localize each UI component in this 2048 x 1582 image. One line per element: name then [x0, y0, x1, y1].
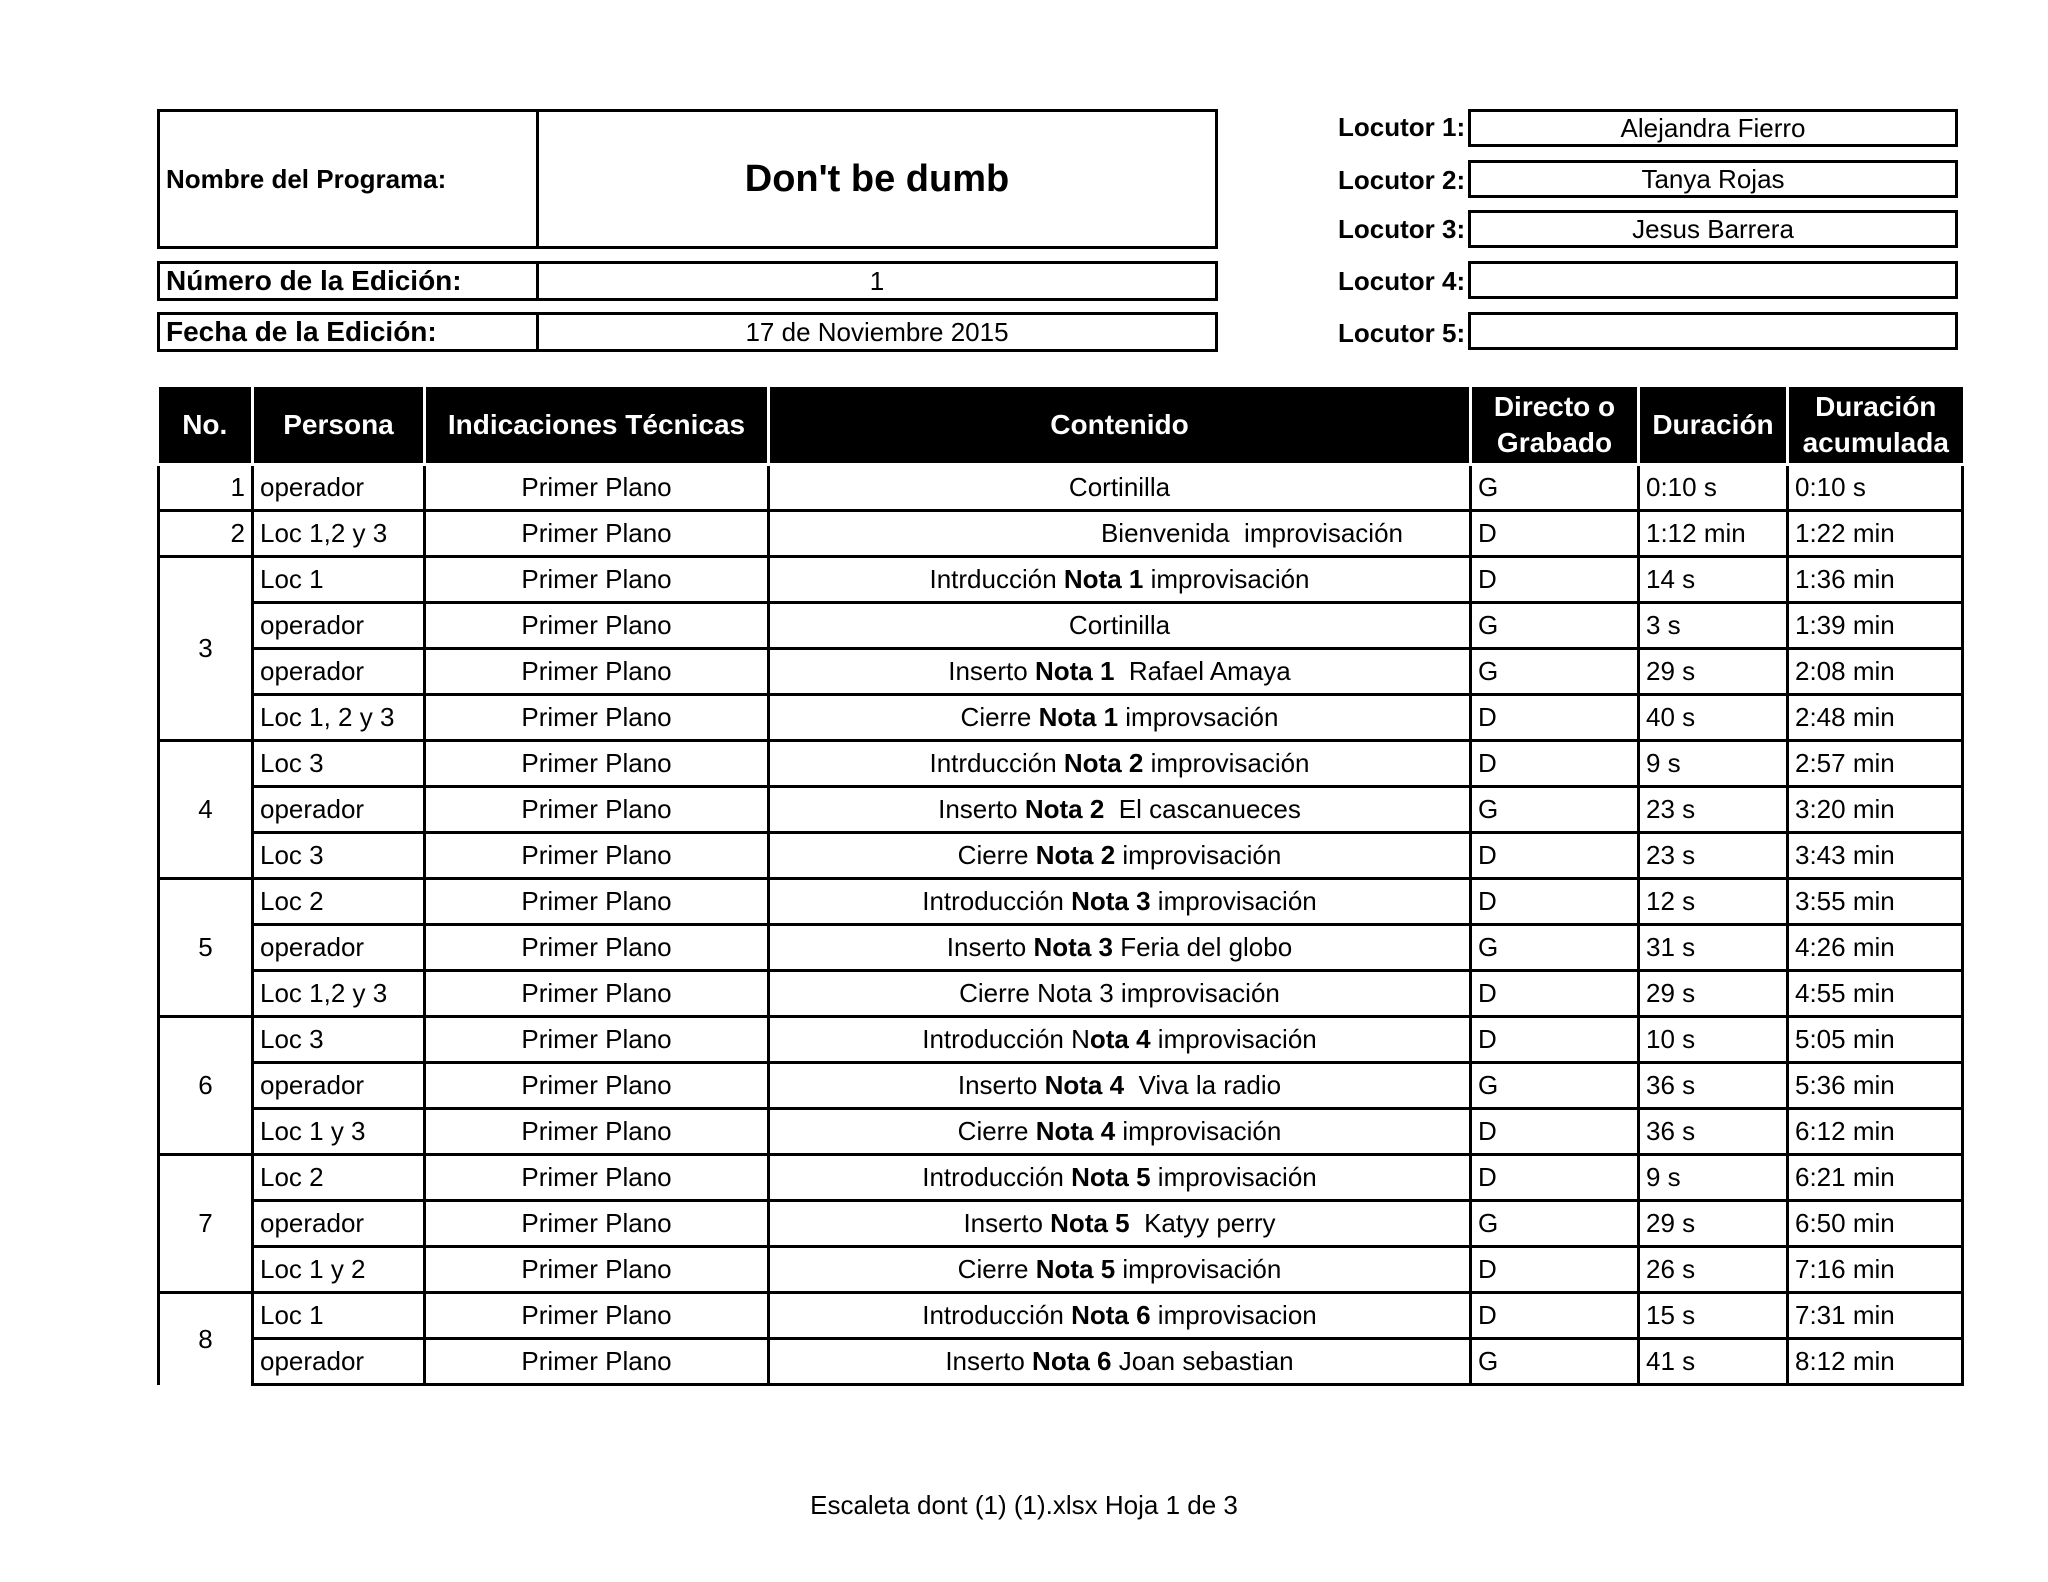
row-directo-grabado: G	[1471, 1201, 1639, 1247]
contenido-text: Inserto	[945, 1346, 1033, 1376]
contenido-text: Cortinilla	[1068, 610, 1171, 640]
row-indicaciones: Primer Plano	[425, 511, 769, 557]
row-duracion: 12 s	[1639, 879, 1788, 925]
row-duracion: 9 s	[1639, 1155, 1788, 1201]
row-duracion-acumulada: 1:22 min	[1788, 511, 1963, 557]
row-duracion: 26 s	[1639, 1247, 1788, 1293]
contenido-detail: improvisación	[1115, 1116, 1282, 1146]
table-row	[159, 833, 1963, 879]
row-directo-grabado: D	[1471, 1017, 1639, 1063]
table-row	[159, 511, 1963, 557]
row-directo-grabado: G	[1471, 603, 1639, 649]
row-contenido	[769, 1293, 1471, 1339]
col-header-directo-grabado: Directo o Grabado	[1471, 387, 1639, 465]
contenido-text: Cierre	[957, 1254, 1036, 1284]
table-row	[159, 787, 1963, 833]
locutor-1-value: Alejandra Fierro	[1468, 109, 1958, 147]
row-indicaciones: Primer Plano	[425, 879, 769, 925]
row-contenido	[769, 1339, 1471, 1385]
contenido-text: Introducción	[922, 1300, 1072, 1330]
row-directo-grabado: D	[1471, 1109, 1639, 1155]
row-duracion-acumulada: 5:05 min	[1788, 1017, 1963, 1063]
contenido-detail: improvisacion	[1150, 1300, 1317, 1330]
row-persona: operador	[253, 1339, 425, 1385]
row-duracion-acumulada: 5:36 min	[1788, 1063, 1963, 1109]
contenido-nota: Nota 3	[1033, 932, 1113, 962]
row-duracion: 40 s	[1639, 695, 1788, 741]
row-persona: operador	[253, 787, 425, 833]
table-body	[159, 465, 1963, 1385]
row-duracion-acumulada: 7:31 min	[1788, 1293, 1963, 1339]
row-persona: Loc 3	[253, 741, 425, 787]
row-number: 3	[159, 557, 253, 741]
rundown-table	[157, 387, 1964, 1386]
contenido-detail: Viva la radio	[1124, 1070, 1282, 1100]
contenido-text: Inserto	[957, 1070, 1045, 1100]
contenido-detail: improvsación	[1118, 702, 1279, 732]
col-header-contenido: Contenido	[769, 387, 1471, 465]
row-duracion-acumulada: 4:55 min	[1788, 971, 1963, 1017]
table-row	[159, 1293, 1963, 1339]
contenido-nota: Nota 3	[1071, 886, 1151, 916]
row-directo-grabado: D	[1471, 695, 1639, 741]
row-number: 8	[159, 1293, 253, 1385]
row-persona: Loc 2	[253, 879, 425, 925]
row-contenido	[769, 465, 1471, 511]
row-number: 4	[159, 741, 253, 879]
locutor-4-value	[1468, 261, 1958, 299]
contenido-detail: Feria del globo	[1112, 932, 1293, 962]
table-row	[159, 1339, 1963, 1385]
row-directo-grabado: D	[1471, 833, 1639, 879]
row-persona: Loc 1	[253, 1293, 425, 1339]
table-header-row	[159, 387, 1963, 465]
row-duracion: 0:10 s	[1639, 465, 1788, 511]
row-contenido	[769, 1247, 1471, 1293]
row-persona: Loc 1 y 3	[253, 1109, 425, 1155]
row-number: 1	[159, 465, 253, 511]
program-name-label: Nombre del Programa:	[157, 109, 539, 249]
row-contenido	[769, 741, 1471, 787]
row-contenido	[769, 1201, 1471, 1247]
edition-date-label: Fecha de la Edición:	[157, 312, 539, 352]
row-directo-grabado: G	[1471, 787, 1639, 833]
row-contenido	[769, 1155, 1471, 1201]
row-duracion: 36 s	[1639, 1063, 1788, 1109]
row-indicaciones: Primer Plano	[425, 1017, 769, 1063]
row-persona: Loc 3	[253, 1017, 425, 1063]
row-duracion: 31 s	[1639, 925, 1788, 971]
row-persona: operador	[253, 1063, 425, 1109]
row-persona: Loc 2	[253, 1155, 425, 1201]
contenido-detail: El cascanueces	[1104, 794, 1301, 824]
row-contenido	[769, 695, 1471, 741]
row-indicaciones: Primer Plano	[425, 925, 769, 971]
row-directo-grabado: D	[1471, 1155, 1639, 1201]
row-directo-grabado: D	[1471, 741, 1639, 787]
table-row	[159, 1201, 1963, 1247]
row-duracion-acumulada: 6:12 min	[1788, 1109, 1963, 1155]
locutor-3-label: Locutor 3:	[1338, 214, 1466, 244]
contenido-nota: Nota 2	[1063, 748, 1144, 778]
row-number: 2	[159, 511, 253, 557]
page-footer: Escaleta dont (1) (1).xlsx Hoja 1 de 3	[810, 1490, 1238, 1520]
contenido-nota: Nota 5	[1071, 1162, 1151, 1192]
contenido-text: Introducción	[922, 1162, 1072, 1192]
row-duracion-acumulada: 7:16 min	[1788, 1247, 1963, 1293]
row-persona: Loc 1, 2 y 3	[253, 695, 425, 741]
table-row	[159, 1109, 1963, 1155]
row-indicaciones: Primer Plano	[425, 741, 769, 787]
row-duracion: 23 s	[1639, 787, 1788, 833]
contenido-detail: improvisación	[1143, 748, 1310, 778]
contenido-detail: improvisación	[1115, 1254, 1282, 1284]
col-header-duracion-acumulada: Duración acumulada	[1788, 387, 1963, 465]
row-contenido	[769, 557, 1471, 603]
row-indicaciones: Primer Plano	[425, 1201, 769, 1247]
row-indicaciones: Primer Plano	[425, 787, 769, 833]
row-duracion-acumulada: 6:21 min	[1788, 1155, 1963, 1201]
contenido-text: Introducción N	[922, 1024, 1090, 1054]
row-number: 7	[159, 1155, 253, 1293]
row-directo-grabado: G	[1471, 1063, 1639, 1109]
table-row	[159, 741, 1963, 787]
contenido-nota: Nota 6	[1071, 1300, 1151, 1330]
row-number: 5	[159, 879, 253, 1017]
row-contenido	[769, 511, 1471, 557]
contenido-text: Introducción	[922, 886, 1072, 916]
row-duracion-acumulada: 2:48 min	[1788, 695, 1963, 741]
contenido-text: Inserto	[948, 656, 1035, 686]
row-duracion-acumulada: 3:43 min	[1788, 833, 1963, 879]
row-duracion: 1:12 min	[1639, 511, 1788, 557]
contenido-nota: Nota 6	[1032, 1346, 1112, 1376]
row-persona: Loc 3	[253, 833, 425, 879]
edition-date-value: 17 de Noviembre 2015	[536, 312, 1218, 352]
row-persona: operador	[253, 465, 425, 511]
row-contenido	[769, 787, 1471, 833]
row-indicaciones: Primer Plano	[425, 649, 769, 695]
row-contenido	[769, 1063, 1471, 1109]
row-duracion: 41 s	[1639, 1339, 1788, 1385]
row-directo-grabado: G	[1471, 925, 1639, 971]
contenido-text: Cierre Nota 3 improvisación	[959, 978, 1280, 1008]
locutor-3-value: Jesus Barrera	[1468, 210, 1958, 248]
row-duracion-acumulada: 8:12 min	[1788, 1339, 1963, 1385]
row-duracion-acumulada: 6:50 min	[1788, 1201, 1963, 1247]
contenido-text: Intrducción	[929, 564, 1064, 594]
locutor-1-label: Locutor 1:	[1338, 112, 1466, 142]
col-header-duracion: Duración	[1639, 387, 1788, 465]
row-contenido	[769, 971, 1471, 1017]
row-duracion-acumulada: 1:39 min	[1788, 603, 1963, 649]
contenido-detail: Joan sebastian	[1111, 1346, 1294, 1376]
locutor-5-label: Locutor 5:	[1338, 318, 1466, 348]
table-row	[159, 557, 1963, 603]
row-directo-grabado: D	[1471, 879, 1639, 925]
contenido-nota: Nota 4	[1044, 1070, 1125, 1100]
contenido-nota: Nota 1	[1063, 564, 1144, 594]
contenido-detail: improvisación	[1143, 564, 1310, 594]
row-duracion-acumulada: 0:10 s	[1788, 465, 1963, 511]
row-duracion: 3 s	[1639, 603, 1788, 649]
contenido-nota: Nota 5	[1050, 1208, 1130, 1238]
row-contenido	[769, 925, 1471, 971]
table-row	[159, 1017, 1963, 1063]
table-row	[159, 603, 1963, 649]
row-indicaciones: Primer Plano	[425, 833, 769, 879]
table-row	[159, 1155, 1963, 1201]
row-contenido	[769, 1109, 1471, 1155]
row-duracion-acumulada: 3:55 min	[1788, 879, 1963, 925]
row-duracion: 10 s	[1639, 1017, 1788, 1063]
row-directo-grabado: D	[1471, 557, 1639, 603]
row-directo-grabado: D	[1471, 511, 1639, 557]
row-duracion: 23 s	[1639, 833, 1788, 879]
row-contenido	[769, 649, 1471, 695]
table-row	[159, 925, 1963, 971]
row-indicaciones: Primer Plano	[425, 1339, 769, 1385]
contenido-text: Cierre	[957, 840, 1036, 870]
row-persona: Loc 1 y 2	[253, 1247, 425, 1293]
contenido-text: Cortinilla	[1068, 472, 1171, 502]
table-row	[159, 695, 1963, 741]
locutor-4-label: Locutor 4:	[1338, 266, 1466, 296]
contenido-nota: Nota 5	[1035, 1254, 1116, 1284]
row-number: 6	[159, 1017, 253, 1155]
row-contenido	[769, 879, 1471, 925]
row-indicaciones: Primer Plano	[425, 971, 769, 1017]
table-row	[159, 879, 1963, 925]
row-duracion-acumulada: 1:36 min	[1788, 557, 1963, 603]
row-persona: operador	[253, 649, 425, 695]
row-contenido	[769, 1017, 1471, 1063]
contenido-detail: improvisación	[1150, 886, 1317, 916]
row-duracion-acumulada: 3:20 min	[1788, 787, 1963, 833]
table-row	[159, 1063, 1963, 1109]
row-persona: Loc 1	[253, 557, 425, 603]
contenido-nota: ota 4	[1089, 1024, 1151, 1054]
contenido-text: Inserto	[946, 932, 1034, 962]
row-indicaciones: Primer Plano	[425, 465, 769, 511]
row-indicaciones: Primer Plano	[425, 1247, 769, 1293]
contenido-detail: improvisación	[1150, 1024, 1317, 1054]
contenido-text: Intrducción	[929, 748, 1064, 778]
row-duracion: 14 s	[1639, 557, 1788, 603]
row-duracion: 9 s	[1639, 741, 1788, 787]
row-persona: operador	[253, 925, 425, 971]
edition-number-label: Número de la Edición:	[157, 261, 539, 301]
program-name-value: Don't be dumb	[536, 109, 1218, 249]
row-directo-grabado: G	[1471, 1339, 1639, 1385]
edition-number-value: 1	[536, 261, 1218, 301]
contenido-nota: Nota 1	[1038, 702, 1119, 732]
row-indicaciones: Primer Plano	[425, 1109, 769, 1155]
contenido-detail: Katyy perry	[1129, 1208, 1276, 1238]
contenido-text: Bienvenida improvisación	[1100, 518, 1403, 548]
table-row	[159, 1247, 1963, 1293]
row-directo-grabado: G	[1471, 649, 1639, 695]
row-persona: operador	[253, 603, 425, 649]
contenido-nota: Nota 1	[1034, 656, 1115, 686]
table-row	[159, 971, 1963, 1017]
col-header-indicaciones: Indicaciones Técnicas	[425, 387, 769, 465]
row-indicaciones: Primer Plano	[425, 1293, 769, 1339]
contenido-detail: improvisación	[1150, 1162, 1317, 1192]
row-indicaciones: Primer Plano	[425, 695, 769, 741]
row-duracion-acumulada: 2:08 min	[1788, 649, 1963, 695]
row-contenido	[769, 833, 1471, 879]
row-persona: operador	[253, 1201, 425, 1247]
contenido-text: Cierre	[960, 702, 1039, 732]
row-duracion: 15 s	[1639, 1293, 1788, 1339]
row-contenido	[769, 603, 1471, 649]
contenido-detail: Rafael Amaya	[1114, 656, 1291, 686]
col-header-no: No.	[159, 387, 253, 465]
row-indicaciones: Primer Plano	[425, 603, 769, 649]
locutor-2-label: Locutor 2:	[1338, 165, 1466, 195]
row-indicaciones: Primer Plano	[425, 1155, 769, 1201]
row-persona: Loc 1,2 y 3	[253, 971, 425, 1017]
row-indicaciones: Primer Plano	[425, 1063, 769, 1109]
row-duracion: 29 s	[1639, 1201, 1788, 1247]
contenido-text: Inserto	[938, 794, 1025, 824]
locutor-2-value: Tanya Rojas	[1468, 160, 1958, 198]
contenido-nota: Nota 2	[1035, 840, 1116, 870]
row-directo-grabado: D	[1471, 971, 1639, 1017]
contenido-text: Cierre	[957, 1116, 1036, 1146]
row-duracion: 36 s	[1639, 1109, 1788, 1155]
contenido-nota: Nota 2	[1024, 794, 1105, 824]
contenido-text: Inserto	[963, 1208, 1051, 1238]
contenido-nota: Nota 4	[1035, 1116, 1116, 1146]
row-duracion: 29 s	[1639, 971, 1788, 1017]
row-directo-grabado: G	[1471, 465, 1639, 511]
table-row	[159, 465, 1963, 511]
col-header-persona: Persona	[253, 387, 425, 465]
locutor-5-value	[1468, 312, 1958, 350]
row-persona: Loc 1,2 y 3	[253, 511, 425, 557]
row-duracion-acumulada: 4:26 min	[1788, 925, 1963, 971]
contenido-detail: improvisación	[1115, 840, 1282, 870]
row-duracion: 29 s	[1639, 649, 1788, 695]
row-directo-grabado: D	[1471, 1247, 1639, 1293]
row-duracion-acumulada: 2:57 min	[1788, 741, 1963, 787]
row-directo-grabado: D	[1471, 1293, 1639, 1339]
row-indicaciones: Primer Plano	[425, 557, 769, 603]
table-row	[159, 649, 1963, 695]
